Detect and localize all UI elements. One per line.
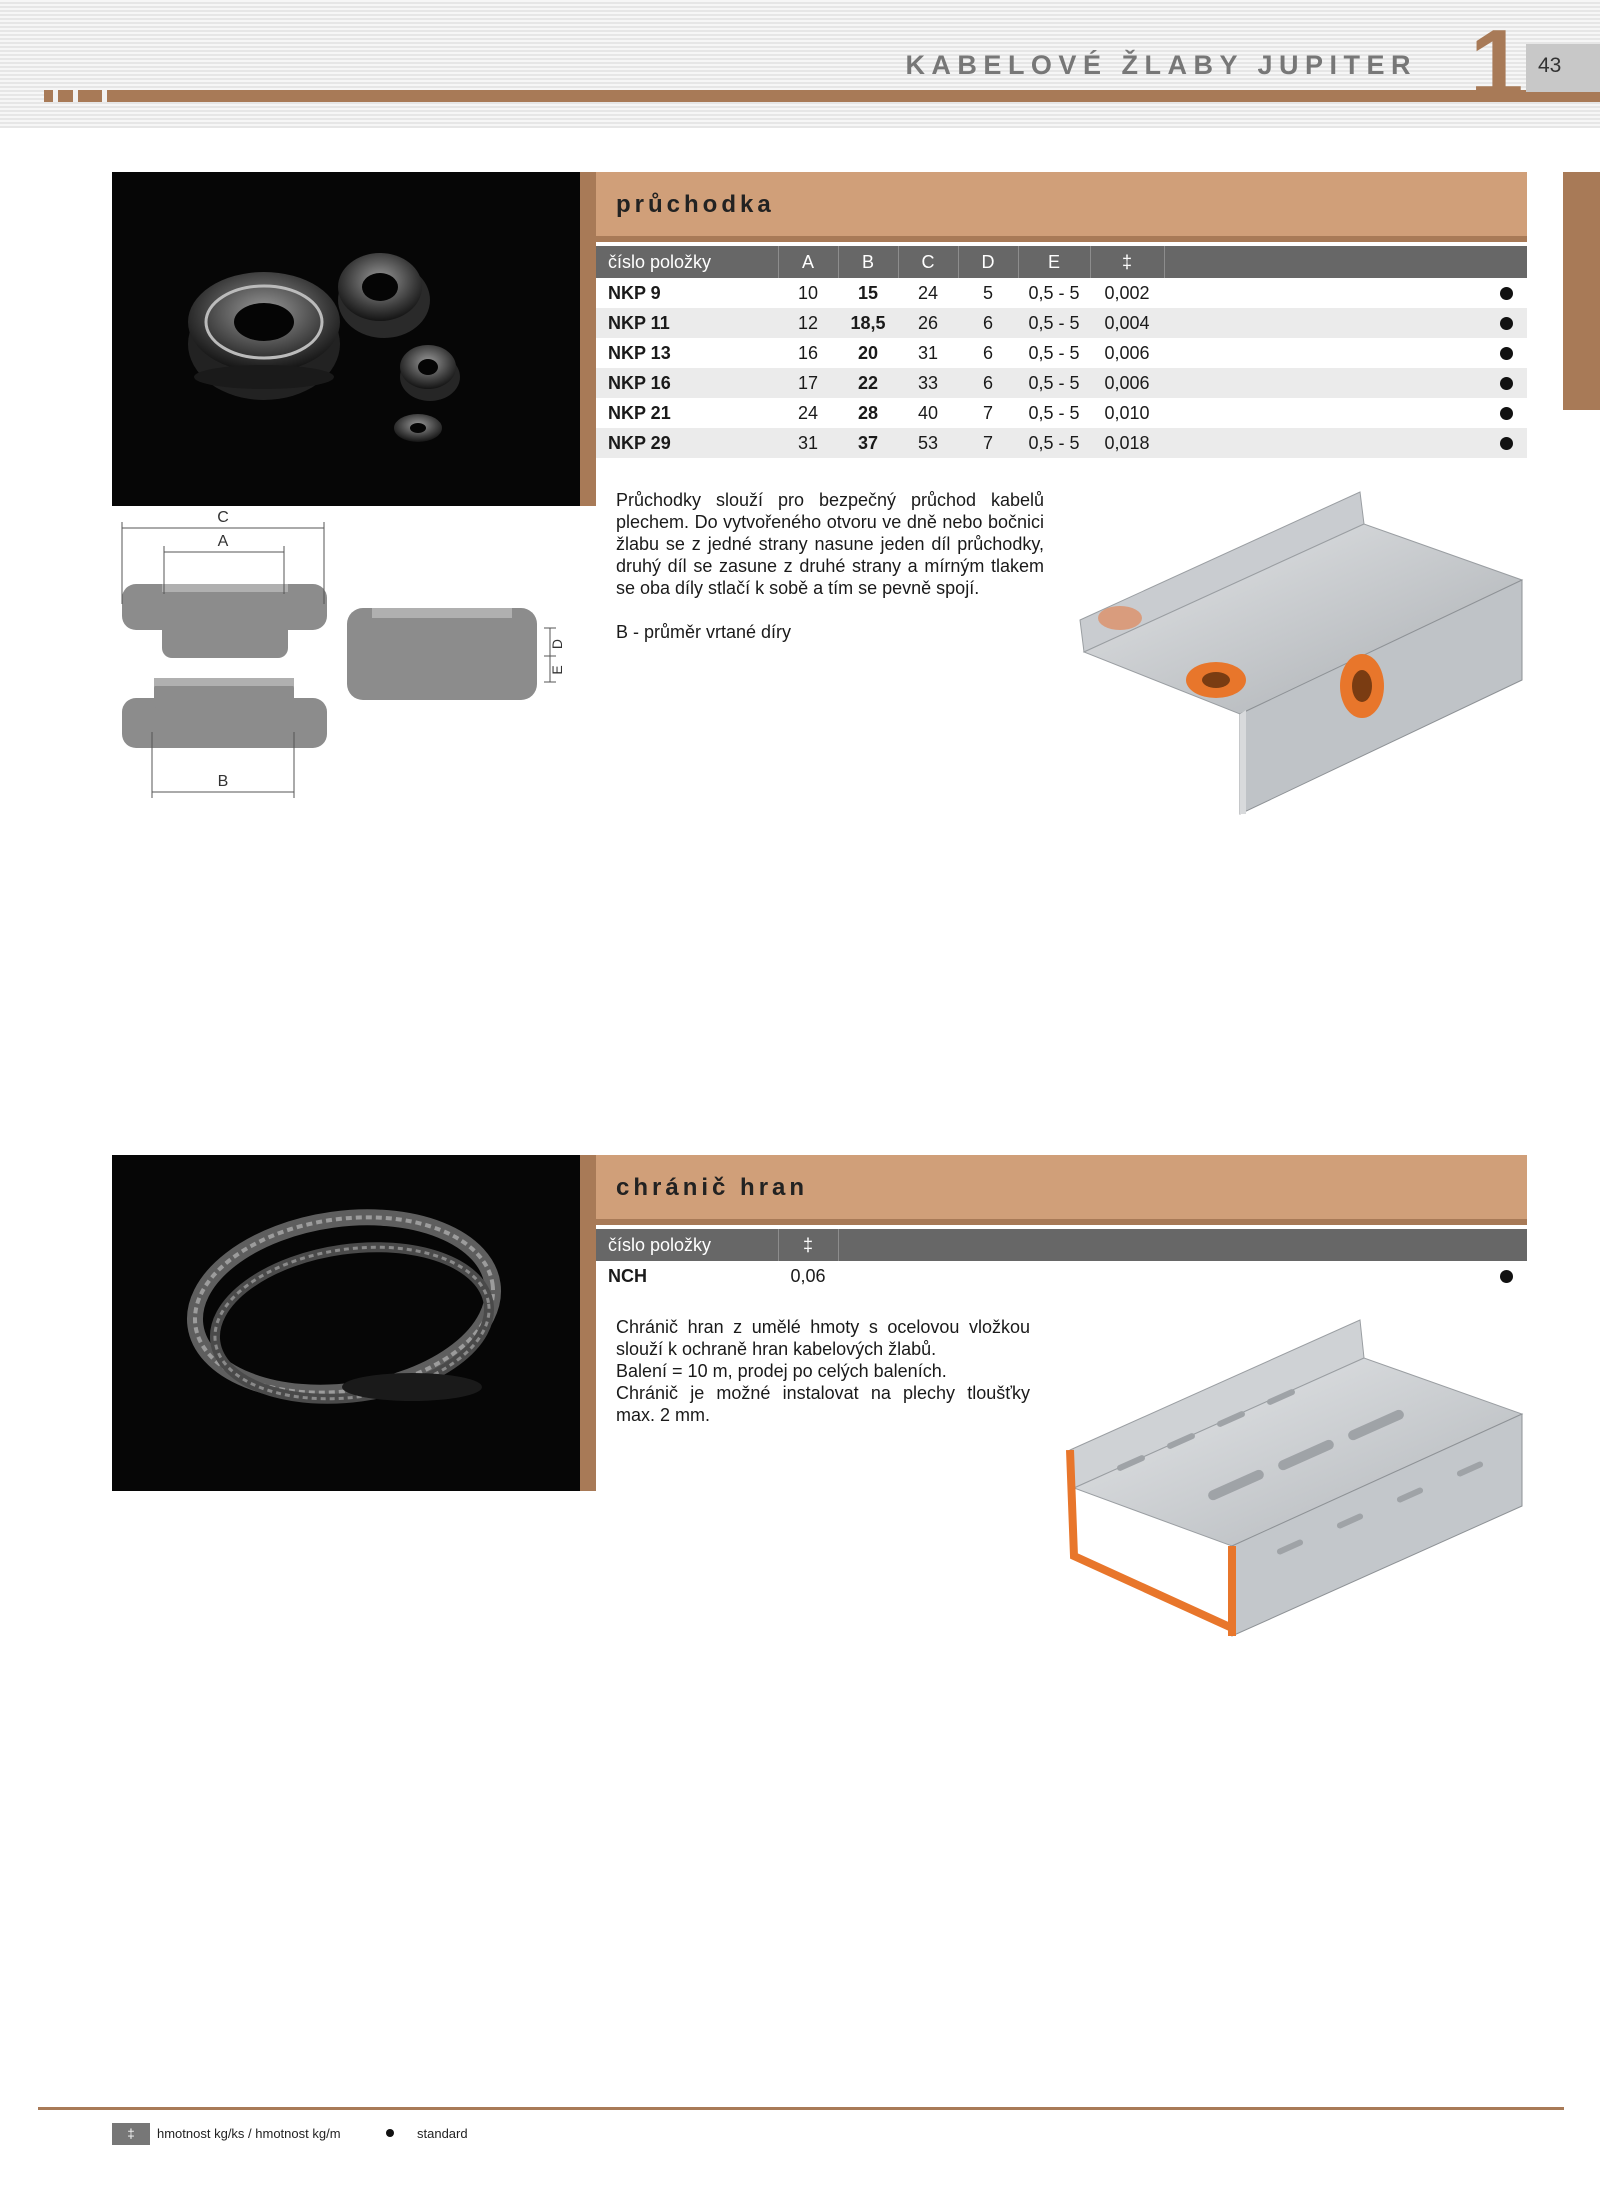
cell-e: 0,5 - 5: [1018, 368, 1090, 398]
cell-a: 12: [778, 308, 838, 338]
item-code: NKP 13: [596, 338, 778, 368]
chapter-number: 1: [1470, 10, 1524, 117]
cell-weight: 0,006: [1090, 338, 1164, 368]
item-code: NKP 29: [596, 428, 778, 458]
dimension-label-b: B: [217, 773, 229, 790]
cell-c: 24: [898, 278, 958, 308]
cell-a: 10: [778, 278, 838, 308]
standard-dot-icon: [1500, 437, 1513, 450]
page-number: 43: [1526, 44, 1600, 92]
cell-d: 6: [958, 368, 1018, 398]
table-row: [596, 428, 1527, 458]
cell-a: 31: [778, 428, 838, 458]
standard-cell: [1164, 338, 1527, 368]
chranic-spec-table: [596, 1229, 1527, 1291]
cell-c: 31: [898, 338, 958, 368]
cell-d: 7: [958, 428, 1018, 458]
cell-e: 0,5 - 5: [1018, 308, 1090, 338]
description-line: Chránič hran z umělé hmoty s ocelovou vložkou slouží k ochraně hran kabelových žlabů.: [616, 1317, 1030, 1359]
pruchodka-description: [616, 489, 1044, 643]
standard-dot-icon: [1500, 317, 1513, 330]
header-accent-bar: [44, 90, 1600, 102]
standard-dot-icon: [386, 2129, 394, 2137]
cell-e: 0,5 - 5: [1018, 398, 1090, 428]
cell-b: 20: [838, 338, 898, 368]
grommet-product-photo: [112, 172, 580, 506]
cell-b: 37: [838, 428, 898, 458]
cell-c: 26: [898, 308, 958, 338]
standard-cell: [1164, 278, 1527, 308]
description-line: Balení = 10 m, prodej po celých baleních.: [616, 1361, 947, 1381]
table-row: [596, 1261, 1527, 1291]
table-row: [596, 338, 1527, 368]
grommet-dimension-drawing: [112, 508, 572, 808]
cell-c: 33: [898, 368, 958, 398]
cell-weight: 0,06: [778, 1261, 838, 1291]
table-header-row: [596, 1229, 1527, 1261]
column-header-b: B: [838, 246, 898, 278]
column-header-standard: [838, 1229, 1527, 1261]
column-header-code: číslo položky: [596, 1229, 778, 1261]
dimension-label-a: A: [217, 533, 229, 550]
column-header-standard: [1164, 246, 1527, 278]
legend-standard-text: standard: [417, 2126, 468, 2141]
header-bar-notch: [102, 90, 107, 102]
standard-dot-icon: [1500, 377, 1513, 390]
cell-weight: 0,002: [1090, 278, 1164, 308]
dimension-label-c: C: [217, 509, 229, 526]
description-paragraph: Průchodky slouží pro bezpečný průchod kabelů plechem. Do vytvořeného otvoru ve dně nebo bočnici žlabu se z jedné strany nasune jeden díl průchodky, druhý díl se zasune z druhé strany a mírným tlakem se oba díly stlačí k sobě a tím se pevně spojí.: [616, 490, 1044, 598]
dimension-label-d: D: [549, 638, 565, 650]
chapter-side-tab: [1563, 172, 1600, 410]
description-note: B - průměr vrtané díry: [616, 622, 792, 642]
item-code: NKP 9: [596, 278, 778, 308]
cell-c: 53: [898, 428, 958, 458]
table-header-row: [596, 246, 1527, 278]
cell-d: 7: [958, 398, 1018, 428]
footer-divider: [38, 2107, 1564, 2110]
cell-weight: 0,006: [1090, 368, 1164, 398]
description-line: Chránič je možné instalovat na plechy tloušťky max. 2 mm.: [616, 1383, 1030, 1425]
cell-b: 28: [838, 398, 898, 428]
standard-cell: [838, 1261, 1527, 1291]
standard-cell: [1164, 428, 1527, 458]
table-row: [596, 278, 1527, 308]
perforated-tray-edge-protector-illustration: [1056, 1310, 1532, 1650]
cell-b: 22: [838, 368, 898, 398]
column-header-weight: ‡: [778, 1229, 838, 1261]
column-header-e: E: [1018, 246, 1090, 278]
page-title: KABELOVÉ ŽLABY JUPITER: [905, 50, 1417, 80]
cell-a: 16: [778, 338, 838, 368]
column-header-weight: ‡: [1090, 246, 1164, 278]
header-bar-notch: [53, 90, 58, 102]
standard-dot-icon: [1500, 287, 1513, 300]
table-row: [596, 368, 1527, 398]
cell-weight: 0,004: [1090, 308, 1164, 338]
standard-cell: [1164, 398, 1527, 428]
cell-d: 6: [958, 338, 1018, 368]
standard-dot-icon: [1500, 1270, 1513, 1283]
cell-weight: 0,010: [1090, 398, 1164, 428]
legend-weight-text: hmotnost kg/ks / hmotnost kg/m: [157, 2126, 341, 2141]
standard-cell: [1164, 368, 1527, 398]
pruchodka-spec-table: [596, 246, 1527, 458]
cell-e: 0,5 - 5: [1018, 338, 1090, 368]
weight-symbol-icon: ‡: [112, 2123, 150, 2145]
column-header-a: A: [778, 246, 838, 278]
column-header-d: D: [958, 246, 1018, 278]
header-bar-notch: [73, 90, 78, 102]
cell-a: 24: [778, 398, 838, 428]
table-row: [596, 398, 1527, 428]
item-code: NKP 16: [596, 368, 778, 398]
cell-c: 40: [898, 398, 958, 428]
cell-b: 15: [838, 278, 898, 308]
photo-accent-edge: [580, 172, 596, 506]
item-code: NCH: [596, 1261, 778, 1291]
section-title-chranic-hran: chránič hran: [596, 1155, 1527, 1225]
cell-b: 18,5: [838, 308, 898, 338]
column-header-c: C: [898, 246, 958, 278]
cell-d: 6: [958, 308, 1018, 338]
photo-accent-edge: [580, 1155, 596, 1491]
dimension-label-e: E: [549, 665, 565, 675]
standard-dot-icon: [1500, 407, 1513, 420]
section-title-pruchodka: průchodka: [596, 172, 1527, 242]
cable-tray-grommet-illustration: [1060, 484, 1530, 820]
column-header-code: číslo položky: [596, 246, 778, 278]
cell-weight: 0,018: [1090, 428, 1164, 458]
cell-d: 5: [958, 278, 1018, 308]
item-code: NKP 21: [596, 398, 778, 428]
cell-a: 17: [778, 368, 838, 398]
standard-cell: [1164, 308, 1527, 338]
edge-protector-product-photo: [112, 1155, 580, 1491]
cell-e: 0,5 - 5: [1018, 278, 1090, 308]
cell-e: 0,5 - 5: [1018, 428, 1090, 458]
standard-dot-icon: [1500, 347, 1513, 360]
table-row: [596, 308, 1527, 338]
chranic-description: [616, 1316, 1030, 1426]
item-code: NKP 11: [596, 308, 778, 338]
